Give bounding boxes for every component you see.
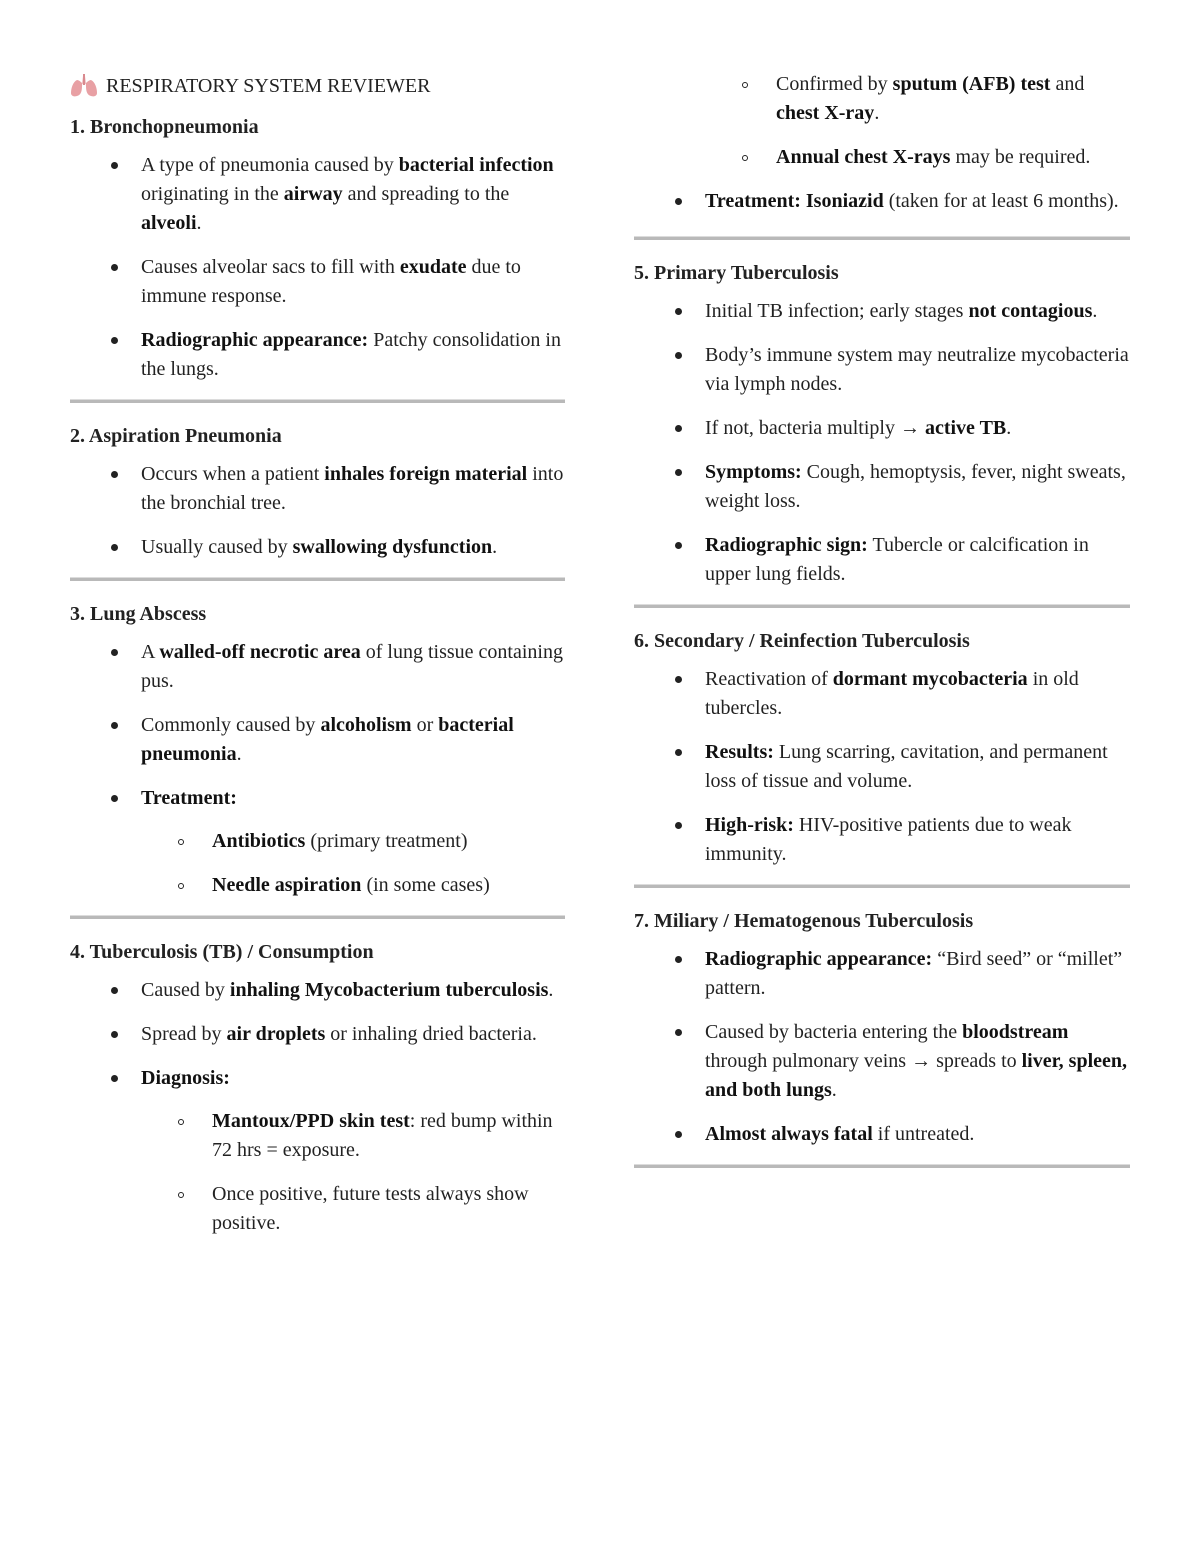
bold-term: inhales foreign material bbox=[324, 463, 528, 485]
section-7-heading: 7. Miliary / Hematogenous Tuberculosis bbox=[634, 910, 974, 932]
text: Confirmed by bbox=[776, 73, 893, 95]
section-6-list bbox=[634, 665, 1130, 869]
bullet-icon bbox=[111, 337, 118, 344]
text: due to immune response. bbox=[141, 256, 521, 307]
bullet-icon bbox=[111, 1031, 118, 1038]
list-item bbox=[634, 738, 1130, 796]
bold-term: bacterial pneumonia bbox=[141, 714, 514, 765]
bold-term: Treatment: bbox=[141, 787, 237, 809]
lungs-icon bbox=[70, 74, 98, 98]
list-item bbox=[70, 784, 565, 900]
section-3-list bbox=[70, 638, 565, 900]
circle-bullet-icon bbox=[742, 82, 748, 88]
section-5-heading: 5. Primary Tuberculosis bbox=[634, 262, 839, 284]
list-item bbox=[70, 976, 565, 1005]
text: . bbox=[1006, 417, 1012, 439]
bold-term: swallowing dysfunction bbox=[292, 536, 493, 558]
list-item bbox=[70, 1064, 565, 1238]
text: if untreated. bbox=[872, 1123, 975, 1145]
list-item bbox=[634, 1018, 1130, 1105]
text: . bbox=[1092, 300, 1098, 322]
bullet-icon bbox=[675, 1029, 682, 1036]
text: and spreading to the bbox=[342, 183, 510, 205]
bold-term: walled-off necrotic area bbox=[159, 641, 361, 663]
circle-bullet-icon bbox=[178, 883, 184, 889]
bold-term: alcoholism bbox=[320, 714, 412, 736]
bullet-icon bbox=[675, 308, 682, 315]
text: If not, bacteria multiply → bbox=[705, 417, 925, 439]
bullet-icon bbox=[675, 469, 682, 476]
sub-item bbox=[634, 143, 1130, 172]
bullet-icon bbox=[111, 264, 118, 271]
text: in old tubercles. bbox=[705, 668, 1079, 719]
text: . bbox=[831, 1079, 837, 1101]
sub-item bbox=[141, 1107, 565, 1165]
text: Cough, hemoptysis, fever, night sweats, weight loss. bbox=[705, 461, 1126, 512]
text: A bbox=[141, 641, 160, 663]
section-4-list bbox=[70, 976, 565, 1238]
text: Commonly caused by bbox=[141, 714, 321, 736]
section-1-heading: 1. Bronchopneumonia bbox=[70, 116, 259, 138]
text: Body’s immune system may neutralize mycobacteria via lymph nodes. bbox=[705, 344, 1129, 395]
list-item bbox=[634, 665, 1130, 723]
circle-bullet-icon bbox=[178, 839, 184, 845]
section-4-continued-list bbox=[634, 187, 1130, 216]
right-column bbox=[634, 70, 1130, 1190]
bold-term: liver, spleen, and both lungs bbox=[705, 1050, 1127, 1101]
bold-term: chest X-ray bbox=[776, 102, 875, 124]
bullet-icon bbox=[675, 749, 682, 756]
bold-term: Treatment: Isoniazid bbox=[705, 190, 884, 212]
bullet-icon bbox=[675, 425, 682, 432]
text: Lung scarring, cavitation, and permanent loss of tissue and volume. bbox=[705, 741, 1108, 792]
text: or inhaling dried bacteria. bbox=[325, 1023, 537, 1045]
bold-term: Radiographic appearance: bbox=[705, 948, 933, 970]
text: (in some cases) bbox=[361, 874, 490, 896]
list-item bbox=[634, 297, 1130, 326]
list-item bbox=[634, 458, 1130, 516]
text: Initial TB infection; early stages bbox=[705, 300, 969, 322]
bullet-icon bbox=[675, 956, 682, 963]
text: . bbox=[236, 743, 242, 765]
list-item bbox=[70, 1020, 565, 1049]
section-6-heading: 6. Secondary / Reinfection Tuberculosis bbox=[634, 630, 970, 652]
text: Spread by bbox=[141, 1023, 227, 1045]
text: Caused by bbox=[141, 979, 230, 1001]
text: of lung tissue containing pus. bbox=[141, 641, 563, 692]
list-item bbox=[70, 253, 565, 311]
document-title bbox=[70, 74, 565, 98]
text: originating in the bbox=[141, 183, 284, 205]
bold-term: active TB bbox=[924, 417, 1007, 439]
text: Patchy consolidation in the lungs. bbox=[141, 329, 561, 380]
circle-bullet-icon bbox=[178, 1119, 184, 1125]
sub-item bbox=[141, 871, 565, 900]
sub-item bbox=[141, 827, 565, 856]
divider bbox=[70, 399, 565, 403]
text: through pulmonary veins → spreads to bbox=[705, 1050, 1022, 1072]
divider bbox=[70, 915, 565, 919]
bullet-icon bbox=[111, 795, 118, 802]
list-item bbox=[634, 1120, 1130, 1149]
list-item bbox=[70, 711, 565, 769]
divider bbox=[634, 1164, 1130, 1168]
bullet-icon bbox=[111, 649, 118, 656]
text: . bbox=[548, 979, 554, 1001]
text: Causes alveolar sacs to fill with bbox=[141, 256, 400, 278]
text: (primary treatment) bbox=[305, 830, 468, 852]
list-item bbox=[70, 151, 565, 238]
bullet-icon bbox=[675, 676, 682, 683]
section-4-continued-sub-list bbox=[634, 70, 1130, 172]
text: . bbox=[492, 536, 498, 558]
text: : red bump within 72 hrs = exposure. bbox=[212, 1110, 553, 1161]
bullet-icon bbox=[675, 1131, 682, 1138]
list-item bbox=[634, 531, 1130, 589]
bold-term: air droplets bbox=[226, 1023, 326, 1045]
divider bbox=[634, 236, 1130, 240]
text: may be required. bbox=[950, 146, 1091, 168]
list-item bbox=[634, 811, 1130, 869]
divider bbox=[634, 604, 1130, 608]
text: Occurs when a patient bbox=[141, 463, 325, 485]
bullet-icon bbox=[111, 544, 118, 551]
sub-list bbox=[141, 827, 565, 900]
list-item bbox=[634, 341, 1130, 399]
bullet-icon bbox=[675, 822, 682, 829]
bold-term: bloodstream bbox=[962, 1021, 1069, 1043]
text: . bbox=[874, 102, 880, 124]
bold-term: airway bbox=[283, 183, 343, 205]
bold-term: Annual chest X-rays bbox=[776, 146, 951, 168]
sub-item bbox=[141, 1180, 565, 1238]
circle-bullet-icon bbox=[742, 155, 748, 161]
section-3-heading: 3. Lung Abscess bbox=[70, 603, 207, 625]
text: . bbox=[196, 212, 202, 234]
bold-term: Almost always fatal bbox=[705, 1123, 873, 1145]
section-1-list bbox=[70, 151, 565, 384]
section-7-list bbox=[634, 945, 1130, 1149]
list-item bbox=[70, 326, 565, 384]
bullet-icon bbox=[111, 722, 118, 729]
list-item bbox=[70, 638, 565, 696]
bold-term: Results: bbox=[705, 741, 774, 763]
bold-term: Antibiotics bbox=[212, 830, 306, 852]
section-2-list bbox=[70, 460, 565, 562]
bullet-icon bbox=[111, 471, 118, 478]
text: Tubercle or calcification in upper lung fields. bbox=[705, 534, 1089, 585]
bold-term: dormant mycobacteria bbox=[832, 668, 1028, 690]
bullet-icon bbox=[111, 1075, 118, 1082]
bold-term: High-risk: bbox=[705, 814, 794, 836]
text: Reactivation of bbox=[705, 668, 833, 690]
bullet-icon bbox=[675, 542, 682, 549]
bold-term: sputum (AFB) test bbox=[892, 73, 1051, 95]
bold-term: alveoli bbox=[141, 212, 197, 234]
text: and bbox=[1050, 73, 1085, 95]
text: or bbox=[411, 714, 439, 736]
bold-term: inhaling Mycobacterium tuberculosis bbox=[229, 979, 549, 1001]
section-2-heading: 2. Aspiration Pneumonia bbox=[70, 425, 282, 447]
sub-list bbox=[141, 1107, 565, 1238]
list-item bbox=[634, 187, 1130, 216]
circle-bullet-icon bbox=[178, 1192, 184, 1198]
bold-term: Radiographic sign: bbox=[705, 534, 868, 556]
text: “Bird seed” or “millet” pattern. bbox=[705, 948, 1123, 999]
bold-term: Needle aspiration bbox=[212, 874, 362, 896]
bullet-icon bbox=[675, 352, 682, 359]
left-column bbox=[70, 60, 565, 1253]
section-4-heading: 4. Tuberculosis (TB) / Consumption bbox=[70, 941, 374, 963]
list-item bbox=[634, 945, 1130, 1003]
section-5-list bbox=[634, 297, 1130, 589]
text: Once positive, future tests always show positive. bbox=[212, 1183, 529, 1234]
bullet-icon bbox=[111, 162, 118, 169]
bullet-icon bbox=[111, 987, 118, 994]
text: (taken for at least 6 months). bbox=[883, 190, 1119, 212]
text: A type of pneumonia caused by bbox=[141, 154, 399, 176]
bold-term: exudate bbox=[399, 256, 467, 278]
list-item bbox=[70, 533, 565, 562]
divider bbox=[70, 577, 565, 581]
text: Caused by bacteria entering the bbox=[705, 1021, 963, 1043]
bold-term: Diagnosis: bbox=[141, 1067, 230, 1089]
bold-term: Symptoms: bbox=[705, 461, 802, 483]
sub-item bbox=[634, 70, 1130, 128]
bold-term: Radiographic appearance: bbox=[141, 329, 369, 351]
bold-term: Mantoux/PPD skin test bbox=[212, 1110, 410, 1132]
text: Usually caused by bbox=[141, 536, 293, 558]
divider bbox=[634, 884, 1130, 888]
bullet-icon bbox=[675, 198, 682, 205]
bold-term: bacterial infection bbox=[398, 154, 554, 176]
bold-term: not contagious bbox=[968, 300, 1093, 322]
text: into the bronchial tree. bbox=[141, 463, 564, 514]
title-text: RESPIRATORY SYSTEM REVIEWER bbox=[106, 74, 431, 97]
text: HIV-positive patients due to weak immunity. bbox=[705, 814, 1072, 865]
list-item bbox=[634, 414, 1130, 443]
list-item bbox=[70, 460, 565, 518]
